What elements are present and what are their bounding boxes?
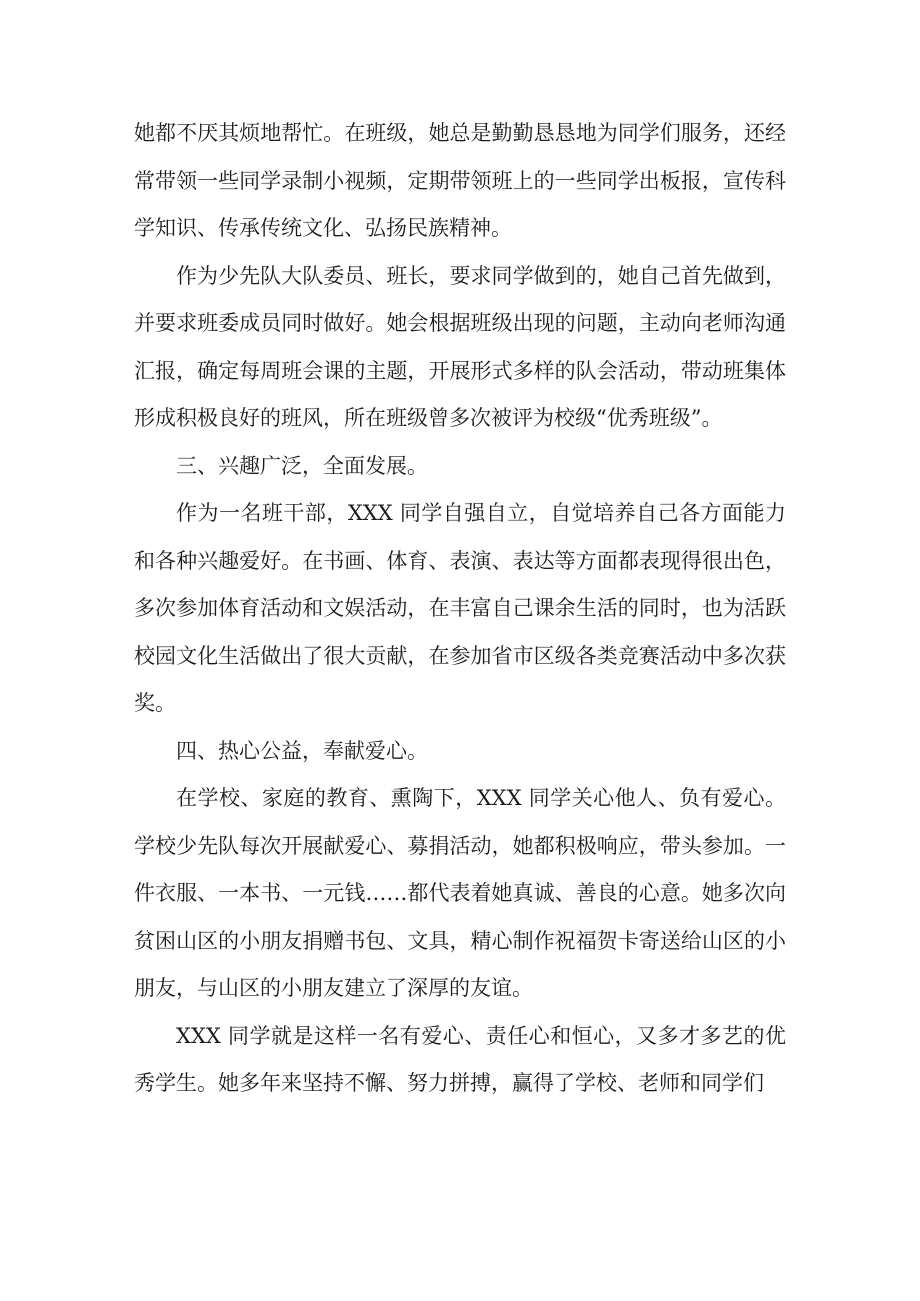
paragraph-interests: 作为一名班干部，XXX 同学自强自立，自觉培养自己各方面能力和各种兴趣爱好。在书画、体育、表演、表达等方面都表现得很出色，多次参加体育活动和文娱活动，在丰富自己课余生活的同时，也为活跃校园文化生活做出了很大贡献，在参加省市区级各类竞赛活动中多次获奖。	[134, 501, 786, 715]
section-heading-interests: 三、兴趣广泛，全面发展。	[176, 453, 428, 478]
section-heading-charity: 四、热心公益，奉献爱心。	[176, 738, 428, 763]
paragraph-leadership: 作为少先队大队委员、班长，要求同学做到的，她自己首先做到，并要求班委成员同时做好。她会根据班级出现的问题，主动向老师沟通汇报，确定每周班会课的主题，开展形式多样的队会活动，带动班集体形成积极良好的班风，所在班级曾多次被评为校级“优秀班级”。	[134, 263, 786, 430]
paragraph-summary: XXX 同学就是这样一名有爱心、责任心和恒心，又多才多艺的优秀学生。她多年来坚持不懈、努力拼搏，赢得了学校、老师和同学们	[134, 1023, 786, 1095]
document-body	[134, 110, 786, 1108]
paragraph-charity: 在学校、家庭的教育、熏陶下，XXX 同学关心他人、负有爱心。学校少先队每次开展献爱心、募捐活动，她都积极响应，带头参加。一件衣服、一本书、一元钱……都代表着她真诚、善良的心意。她多次向贫困山区的小朋友捐赠书包、文具，精心制作祝福贺卡寄送给山区的小朋友，与山区的小朋友建立了深厚的友谊。	[134, 786, 786, 1000]
paragraph-continued: 她都不厌其烦地帮忙。在班级，她总是勤勤恳恳地为同学们服务，还经常带领一些同学录制小视频，定期带领班上的一些同学出板报，宣传科学知识、传承传统文化、弘扬民族精神。	[134, 121, 786, 240]
